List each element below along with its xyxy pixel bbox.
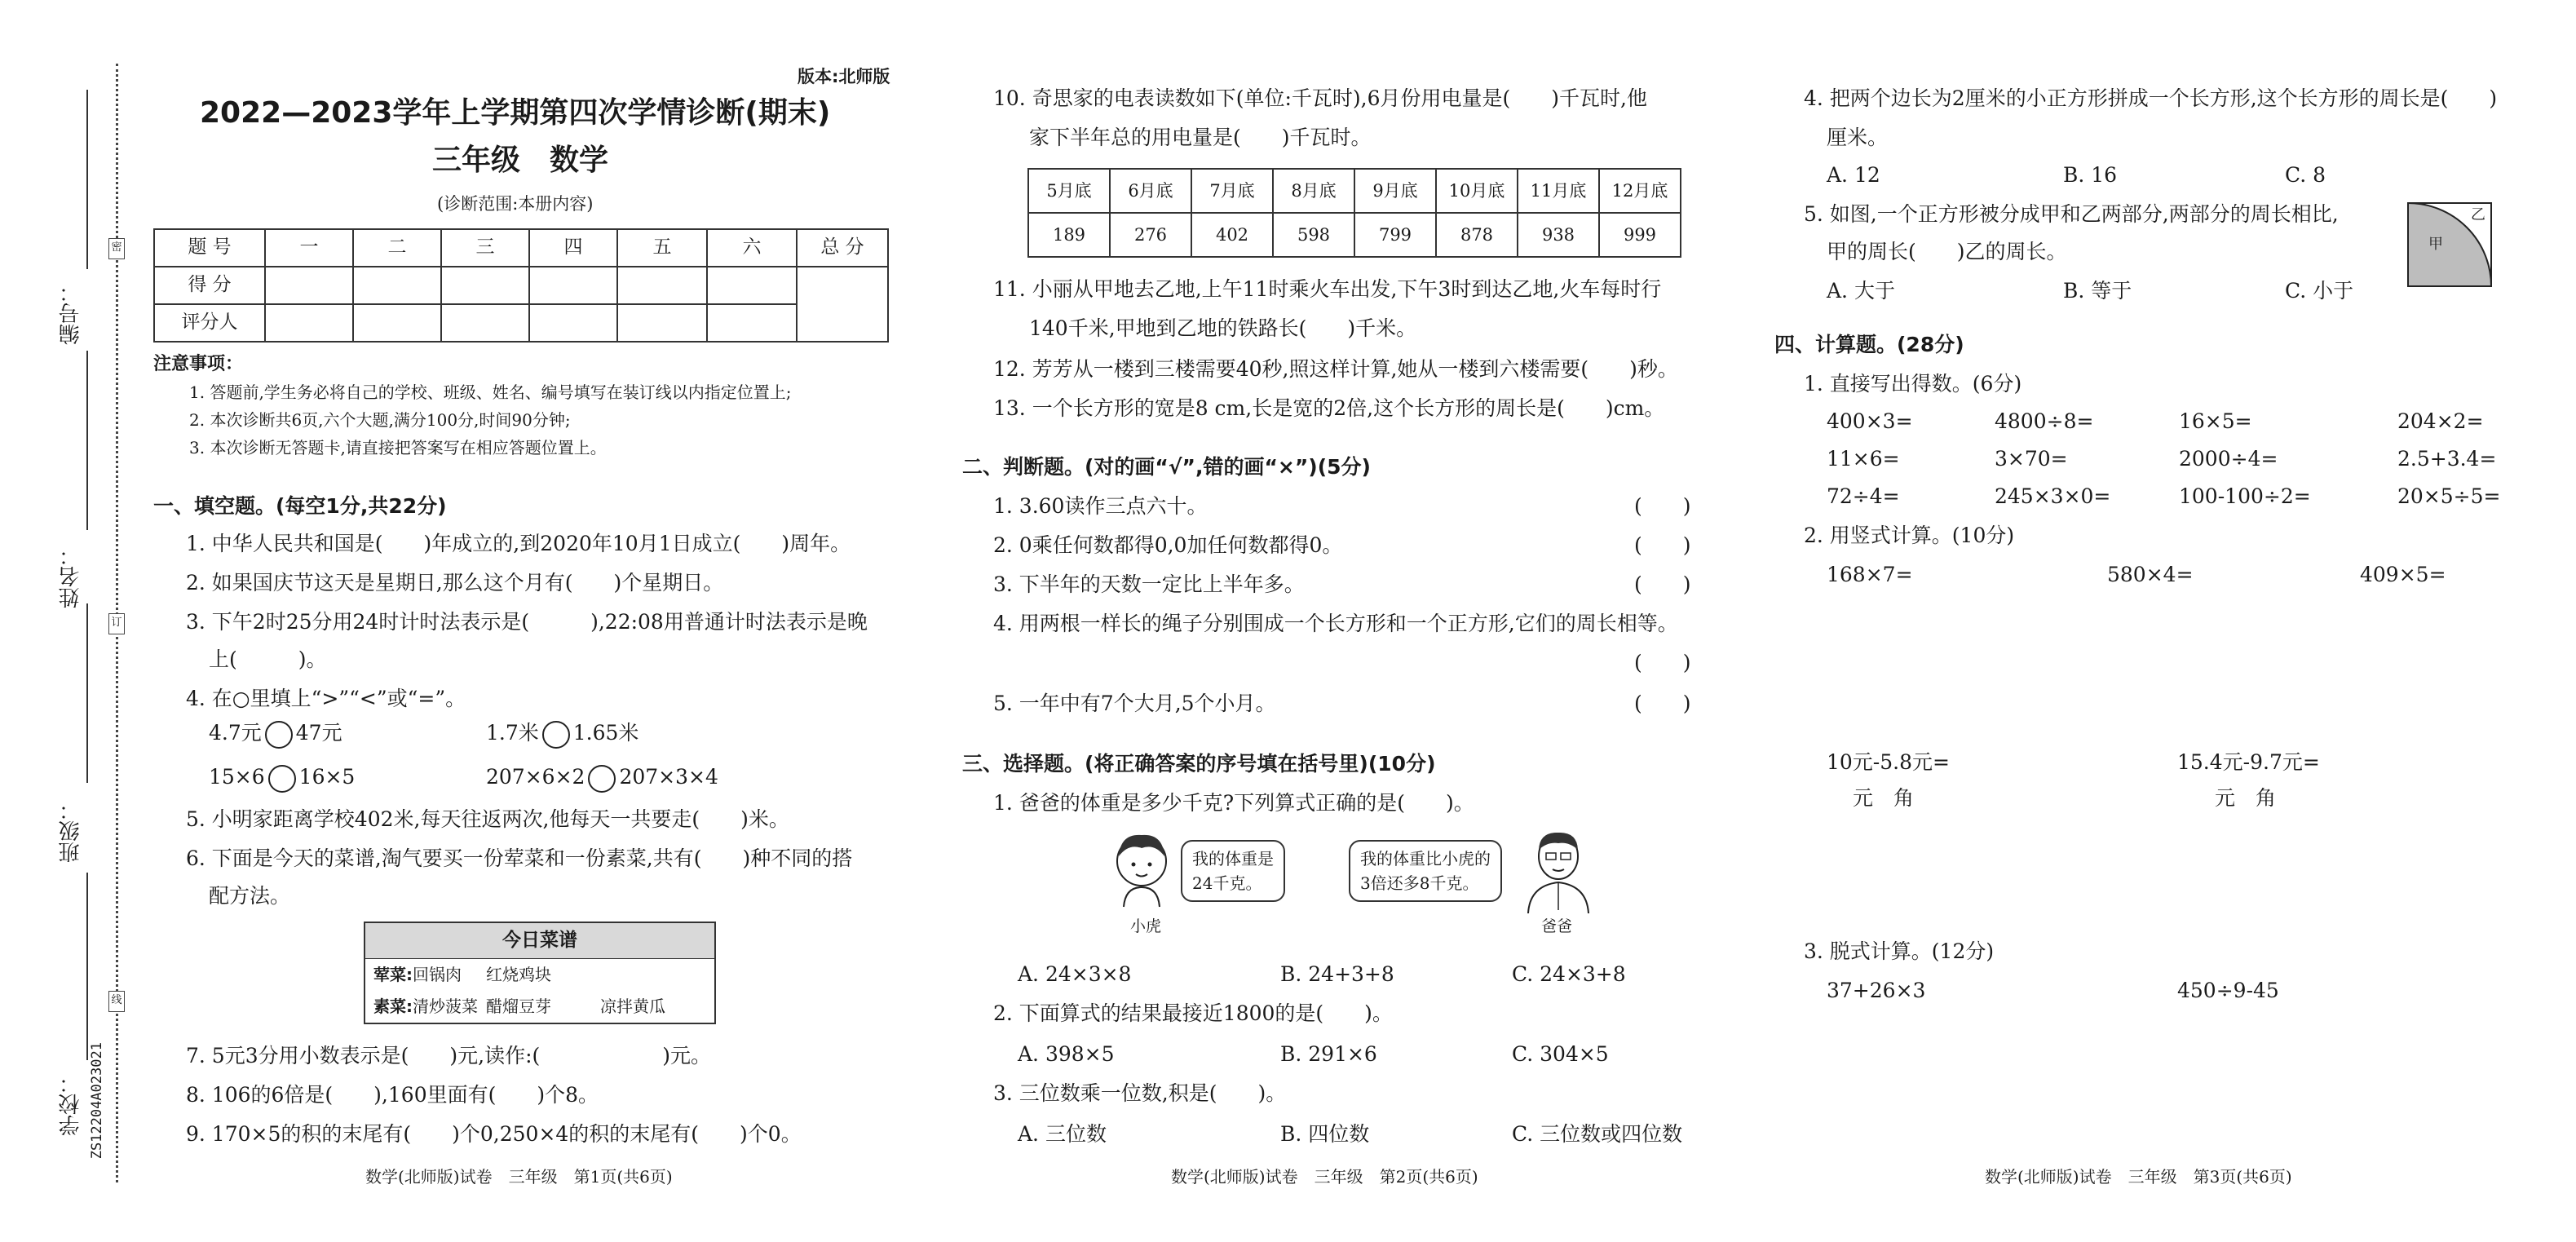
- score-header: 总 分: [797, 229, 888, 267]
- grader-cell[interactable]: [529, 304, 617, 342]
- menu-item: 清炒菠菜: [413, 997, 478, 1016]
- school-label: 学校：: [59, 1072, 83, 1136]
- score-header: 三: [441, 229, 529, 267]
- meter-month: 11月底: [1518, 169, 1599, 213]
- question: 10. 奇思家的电表读数如下(单位:千瓦时),6月份用电量是( )千瓦时,他: [993, 86, 1647, 110]
- calc-item: 2000÷4=: [2179, 447, 2278, 471]
- question: 1. 直接写出得数。(6分): [1804, 372, 2022, 396]
- calc-item: 245×3×0=: [1995, 484, 2111, 508]
- meter-value: 598: [1273, 213, 1354, 257]
- meter-month: 6月底: [1110, 169, 1191, 213]
- question: 甲的周长( )乙的周长。: [1827, 240, 2067, 263]
- meter-value: 799: [1354, 213, 1436, 257]
- question: 厘米。: [1827, 126, 1889, 149]
- section-title: 三、选择题。(将正确答案的序号填在括号里)(10分): [962, 752, 1436, 776]
- page-footer: 数学(北师版)试卷 三年级 第1页(共6页): [365, 1167, 673, 1187]
- grader-cell[interactable]: [441, 304, 529, 342]
- notice-item: 2. 本次诊断共6页,六个大题,满分100分,时间90分钟;: [189, 410, 571, 430]
- page-footer: 数学(北师版)试卷 三年级 第3页(共6页): [1985, 1167, 2292, 1187]
- calc-item: 168×7=: [1827, 563, 1913, 586]
- meter-month: 10月底: [1436, 169, 1518, 213]
- score-header: 二: [353, 229, 441, 267]
- meter-month: 12月底: [1599, 169, 1681, 213]
- grader-cell[interactable]: [353, 304, 441, 342]
- school-field[interactable]: [86, 873, 88, 1060]
- choice-option: C. 8: [2285, 163, 2326, 187]
- score-table: [153, 228, 889, 343]
- question: 140千米,甲地到乙地的铁路长( )千米。: [1029, 316, 1417, 340]
- judge-item: 3. 下半年的天数一定比上半年多。: [993, 572, 1305, 596]
- calc-item: 3×70=: [1995, 447, 2068, 471]
- choice-option: A. 24×3×8: [1018, 962, 1132, 986]
- meter-value: 938: [1518, 213, 1599, 257]
- judge-item: 1. 3.60读作三点六十。: [993, 494, 1208, 518]
- question: 4. 把两个边长为2厘米的小正方形拼成一个长方形,这个长方形的周长是( ): [1804, 86, 2498, 110]
- menu-label: 素菜:: [373, 997, 413, 1016]
- id-field[interactable]: [86, 90, 88, 269]
- question: 9. 170×5的积的末尾有( )个0,250×4的积的末尾有( )个0。: [186, 1122, 802, 1146]
- meter-value: 402: [1191, 213, 1273, 257]
- choice-option: C. 三位数或四位数: [1512, 1122, 1683, 1146]
- meter-month: 8月底: [1273, 169, 1354, 213]
- score-cell[interactable]: [441, 267, 529, 304]
- speech-bubble: 我的体重是 24千克。: [1181, 840, 1285, 902]
- score-row-label: 得 分: [154, 267, 265, 304]
- score-cell[interactable]: [617, 267, 707, 304]
- calc-item: 450÷9-45: [2177, 979, 2279, 1002]
- choice-option: A. 398×5: [1018, 1042, 1115, 1066]
- question: 3. 下午2时25分用24时计时法表示是( ),22:08用普通计时法表示是晚: [186, 610, 868, 634]
- choice-option: B. 四位数: [1280, 1122, 1370, 1146]
- meter-value: 276: [1110, 213, 1191, 257]
- total-score-cell[interactable]: [797, 267, 888, 342]
- answer-paren[interactable]: ( ): [1634, 651, 1691, 674]
- id-label: 编号：: [59, 281, 83, 345]
- figure-label: 甲: [2428, 236, 2443, 253]
- score-cell[interactable]: [529, 267, 617, 304]
- speech-bubble: 我的体重比小虎的 3倍还多8千克。: [1349, 840, 1502, 902]
- question: 12. 芳芳从一楼到三楼需要40秒,照这样计算,她从一楼到六楼需要( )秒。: [993, 357, 1678, 381]
- seal-mark: 密: [108, 238, 125, 259]
- choice-option: C. 304×5: [1512, 1042, 1609, 1066]
- question: 4. 在○里填上“>”“<”或“=”。: [186, 687, 466, 710]
- question: 2. 下面算式的结果最接近1800的是( )。: [993, 1001, 1393, 1025]
- calc-item: 20×5÷5=: [2397, 484, 2501, 508]
- menu-item: 醋熘豆芽: [486, 997, 551, 1016]
- calc-item: 11×6=: [1827, 447, 1900, 471]
- scope-note: (诊断范围:本册内容): [437, 194, 594, 214]
- question: 2. 如果国庆节这天是星期日,那么这个月有( )个星期日。: [186, 571, 724, 594]
- judge-item: 4. 用两根一样长的绳子分别围成一个长方形和一个正方形,它们的周长相等。: [993, 612, 1678, 635]
- choice-option: B. 等于: [2063, 279, 2132, 303]
- meter-table: [1027, 168, 1681, 258]
- calc-item: 4800÷8=: [1995, 409, 2094, 433]
- question: 8. 106的6倍是( ),160里面有( )个8。: [186, 1083, 599, 1107]
- grader-cell[interactable]: [617, 304, 707, 342]
- meter-value: 878: [1436, 213, 1518, 257]
- seal-mark: 订: [108, 613, 125, 634]
- seal-mark: 线: [108, 991, 125, 1012]
- class-field[interactable]: [86, 603, 88, 783]
- compare-item: 207×6×2 207×3×4: [486, 763, 718, 793]
- question: 11. 小丽从甲地去乙地,上午11时乘火车出发,下午3时到达乙地,火车每时行: [993, 277, 1662, 301]
- notice-item: 1. 答题前,学生务必将自己的学校、班级、姓名、编号填写在装订线以内指定位置上;: [189, 382, 792, 402]
- calc-item: 72÷4=: [1827, 484, 1900, 508]
- calc-item: 10元-5.8元=: [1827, 750, 1950, 774]
- section-title: 二、判断题。(对的画“√”,错的画“×”)(5分): [962, 455, 1371, 479]
- answer-paren[interactable]: ( ): [1634, 572, 1691, 596]
- paper-code: ZS12204A023021: [89, 1042, 105, 1160]
- question: 7. 5元3分用小数表示是( )元,读作:( )元。: [186, 1044, 711, 1067]
- version-label: 版本:北师版: [798, 67, 890, 86]
- calc-item: 2.5+3.4=: [2397, 447, 2497, 471]
- meter-value: 189: [1028, 213, 1110, 257]
- page-title: 2022—2023学年上学期第四次学情诊断(期末): [200, 96, 831, 130]
- calc-item: 100-100÷2=: [2179, 484, 2311, 508]
- dad-illustration: [1522, 825, 1595, 915]
- answer-paren[interactable]: ( ): [1634, 494, 1691, 518]
- score-cell[interactable]: [265, 267, 353, 304]
- calc-item: 580×4=: [2107, 563, 2194, 586]
- compare-circle[interactable]: [265, 721, 293, 749]
- section-title: 四、计算题。(28分): [1774, 333, 1964, 356]
- compare-circle[interactable]: [542, 721, 570, 749]
- meter-month: 7月底: [1191, 169, 1273, 213]
- page-subtitle: 三年级 数学: [432, 144, 609, 177]
- menu-item: 红烧鸡块: [486, 964, 551, 984]
- question: 3. 脱式计算。(12分): [1804, 939, 1995, 963]
- menu-item: 回锅肉: [413, 964, 462, 984]
- section-title: 一、填空题。(每空1分,共22分): [153, 494, 447, 518]
- question: 6. 下面是今天的菜谱,淘气要买一份荤菜和一份素菜,共有( )种不同的搭: [186, 846, 853, 870]
- choice-option: C. 小于: [2285, 279, 2354, 303]
- name-label: 姓名：: [59, 545, 83, 608]
- question: 配方法。: [209, 884, 291, 908]
- score-cell[interactable]: [353, 267, 441, 304]
- question: 1. 中华人民共和国是( )年成立的,到2020年10月1日成立( )周年。: [186, 532, 851, 555]
- calc-item: 15.4元-9.7元=: [2177, 750, 2320, 774]
- character-name: 爸爸: [1541, 917, 1573, 935]
- meter-month: 9月底: [1354, 169, 1436, 213]
- question: 上( )。: [209, 648, 327, 671]
- answer-paren[interactable]: ( ): [1634, 692, 1691, 715]
- page-footer: 数学(北师版)试卷 三年级 第2页(共6页): [1171, 1167, 1478, 1187]
- calc-item: 16×5=: [2179, 409, 2252, 433]
- choice-option: B. 16: [2063, 163, 2118, 187]
- boy-illustration: [1109, 829, 1174, 910]
- score-row-label: 评分人: [154, 304, 265, 342]
- compare-item: 1.7米 1.65米: [486, 719, 638, 749]
- figure-label: 乙: [2471, 206, 2485, 223]
- choice-option: A. 12: [1827, 163, 1880, 187]
- choice-option: A. 三位数: [1018, 1122, 1107, 1146]
- meter-value: 999: [1599, 213, 1681, 257]
- judge-item: 2. 0乘任何数都得0,0加任何数都得0。: [993, 533, 1343, 557]
- calc-item: 37+26×3: [1827, 979, 1926, 1002]
- menu-item: 凉拌黄瓜: [600, 997, 665, 1016]
- notice-title: 注意事项：: [153, 354, 244, 374]
- choice-option: B. 24+3+8: [1280, 962, 1394, 986]
- score-header: 一: [265, 229, 353, 267]
- question: 3. 三位数乘一位数,积是( )。: [993, 1081, 1287, 1105]
- notice-item: 3. 本次诊断无答题卡,请直接把答案写在相应答题位置上。: [189, 438, 607, 457]
- question: 5. 小明家距离学校402米,每天往返两次,他每天一共要走( )米。: [186, 807, 789, 831]
- score-header: 六: [707, 229, 797, 267]
- grader-cell[interactable]: [265, 304, 353, 342]
- name-field[interactable]: [86, 351, 88, 530]
- question: 5. 如图,一个正方形被分成甲和乙两部分,两部分的周长相比,: [1804, 202, 2339, 226]
- question: 家下半年总的用电量是( )千瓦时。: [1029, 126, 1372, 149]
- score-header: 五: [617, 229, 707, 267]
- compare-circle[interactable]: [588, 765, 616, 793]
- judge-item: 5. 一年中有7个大月,5个小月。: [993, 692, 1276, 715]
- score-header: 题 号: [154, 229, 265, 267]
- character-name: 小虎: [1130, 917, 1162, 935]
- unit-label: 元 角: [2215, 786, 2277, 810]
- answer-paren[interactable]: ( ): [1634, 533, 1691, 557]
- compare-item: 15×6 16×5: [209, 763, 355, 793]
- calc-item: 409×5=: [2360, 563, 2446, 586]
- meter-month: 5月底: [1028, 169, 1110, 213]
- grader-cell[interactable]: [707, 304, 797, 342]
- compare-item: 4.7元 47元: [209, 719, 342, 749]
- question: 2. 用竖式计算。(10分): [1804, 524, 2015, 547]
- choice-option: B. 291×6: [1280, 1042, 1377, 1066]
- compare-circle[interactable]: [268, 765, 296, 793]
- question: 1. 爸爸的体重是多少千克?下列算式正确的是( )。: [993, 791, 1474, 815]
- unit-label: 元 角: [1853, 786, 1915, 810]
- menu-label: 荤菜:: [373, 964, 413, 984]
- menu-title: 今日菜谱: [365, 922, 715, 958]
- calc-item: 400×3=: [1827, 409, 1913, 433]
- calc-item: 204×2=: [2397, 409, 2484, 433]
- question: 13. 一个长方形的宽是8 cm,长是宽的2倍,这个长方形的周长是( )cm。: [993, 396, 1665, 420]
- menu-table: [364, 922, 716, 1024]
- class-label: 班级：: [59, 799, 83, 863]
- score-header: 四: [529, 229, 617, 267]
- choice-option: C. 24×3+8: [1512, 962, 1626, 986]
- score-cell[interactable]: [707, 267, 797, 304]
- choice-option: A. 大于: [1827, 279, 1895, 303]
